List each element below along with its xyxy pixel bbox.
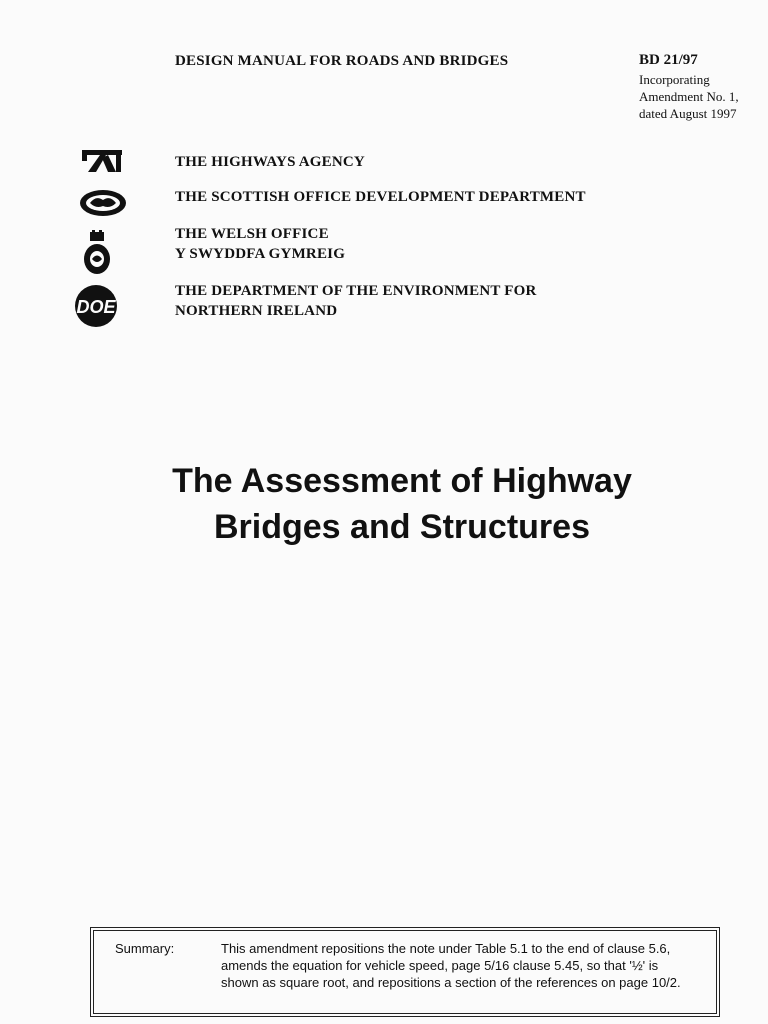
- amendment-line: dated August 1997: [639, 106, 737, 121]
- org-line: THE SCOTTISH OFFICE DEVELOPMENT DEPARTMENT: [175, 189, 586, 205]
- amendment-line: Incorporating: [639, 72, 710, 87]
- doe-ni-logo-icon: [72, 284, 120, 328]
- scottish-office-crest-icon: [78, 188, 128, 218]
- org-doe-ni: [175, 281, 537, 321]
- org-welsh-office: [175, 224, 345, 264]
- title-line: Bridges and Structures: [214, 508, 590, 546]
- org-scottish-office: [175, 187, 586, 207]
- org-line: THE DEPARTMENT OF THE ENVIRONMENT FOR: [175, 283, 537, 299]
- summary-inner-frame: [93, 930, 717, 1014]
- org-line: THE HIGHWAYS AGENCY: [175, 154, 365, 170]
- org-line: Y SWYDDFA GYMREIG: [175, 246, 346, 262]
- document-title: [100, 458, 704, 550]
- org-highways-agency: [175, 152, 365, 172]
- welsh-office-crest-icon: [82, 230, 112, 276]
- summary-box: [90, 927, 720, 1017]
- org-line: NORTHERN IRELAND: [175, 303, 338, 319]
- document-id: [639, 52, 739, 122]
- document-number: BD 21/97: [639, 52, 698, 68]
- summary-label: Summary:: [115, 941, 175, 956]
- amendment-line: Amendment No. 1,: [639, 89, 739, 104]
- manual-title: DESIGN MANUAL FOR ROADS AND BRIDGES: [175, 53, 509, 69]
- highways-agency-logo-icon: [80, 148, 126, 174]
- summary-text: This amendment repositions the note under Table 5.1 to the end of clause 5.6, amends the equation for vehicle speed, page 5/16 clause 5.45, so that '½' is shown as square root, and repositions a section of the references on page 10/2.: [221, 941, 681, 990]
- org-line: THE WELSH OFFICE: [175, 226, 329, 242]
- title-line: The Assessment of Highway: [172, 462, 632, 500]
- svg-text:DOE: DOE: [76, 297, 116, 317]
